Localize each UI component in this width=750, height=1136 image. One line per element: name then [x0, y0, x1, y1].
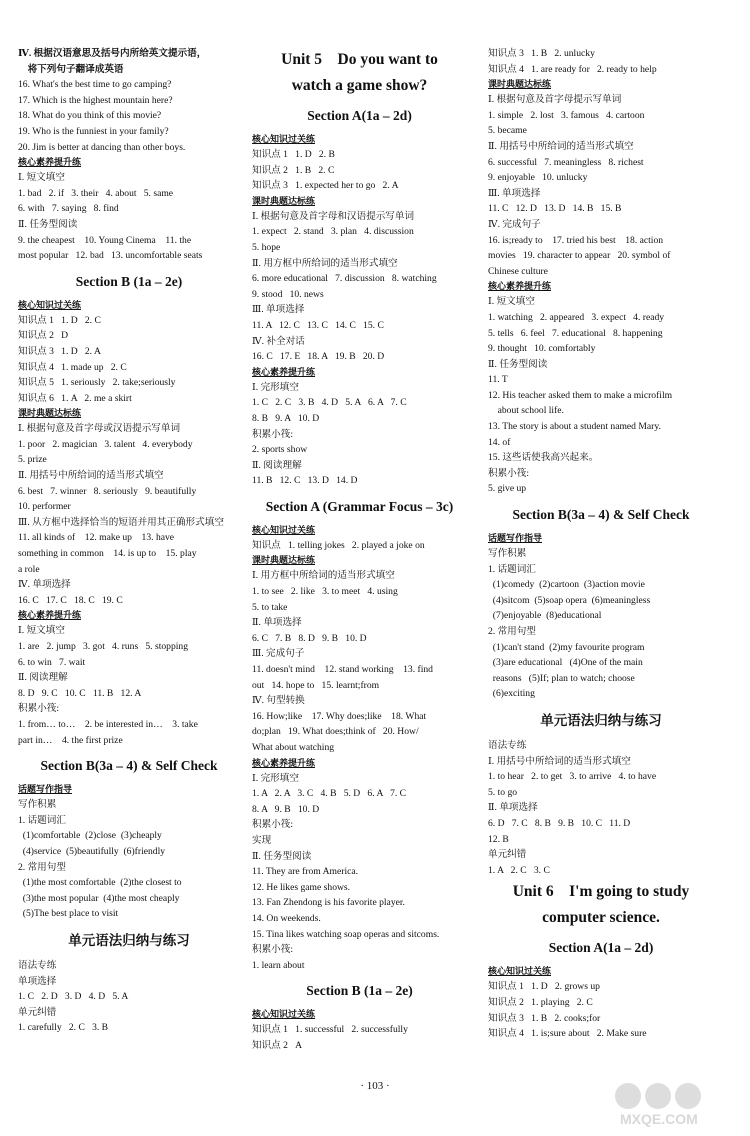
- answer-line: 19. Who is the funniest in your family?: [18, 125, 169, 137]
- subsection-tag: 核心素养提升练: [252, 366, 316, 377]
- answer-line: Ⅰ. 根据句意及首字母或汉语提示写单词: [18, 423, 181, 435]
- answer-line: 知识点 2 1. playing 2. C: [488, 996, 593, 1008]
- answer-line: 13. Fan Zhendong is his favorite player.: [252, 897, 405, 909]
- answer-line: Ⅰ. 用方框中所给词的适当形式填空: [252, 570, 395, 582]
- svg-text:MXQE.COM: MXQE.COM: [620, 1111, 698, 1127]
- answer-line: 单项选择: [18, 975, 57, 987]
- subsection-tag: 核心知识过关练: [488, 966, 552, 977]
- section-heading: Section B(3a – 4) & Self Check: [512, 507, 690, 523]
- unit-title: Unit 5 Do you want to: [281, 51, 438, 68]
- subsection-tag: 核心素养提升练: [252, 757, 316, 768]
- section-heading: Section A(1a – 2d): [548, 940, 654, 956]
- answer-line: Ⅰ. 短文填空: [18, 625, 65, 637]
- answer-line: 知识点 6 1. A 2. me a skirt: [18, 392, 132, 404]
- answer-line: 知识点 1. telling jokes 2. played a joke on: [252, 539, 425, 551]
- answer-line: 15. 这些话使我高兴起来。: [488, 452, 599, 464]
- column-middle: [252, 46, 467, 1054]
- answer-line: 知识点 4 1. are ready for 2. ready to help: [488, 63, 657, 75]
- answer-line: 20. Jim is better at dancing than other boys.: [18, 141, 186, 153]
- answer-line: (4)sitcom (5)soap opera (6)meaningless: [488, 594, 651, 606]
- answer-line: 15. Tina likes watching soap operas and sitcoms.: [252, 928, 440, 940]
- answer-line: 1. 话题词汇: [488, 563, 536, 575]
- answer-line: (4)service (5)beautifully (6)friendly: [18, 845, 166, 857]
- answer-line: Ⅰ. 根据句意及首字母和汉语提示写单词: [252, 210, 415, 222]
- answer-line: 单元纠错: [18, 1006, 57, 1018]
- answer-line: Ⅳ. 句型转换: [252, 695, 305, 707]
- instruction-line: 将下列句子翻译成英语: [18, 63, 124, 75]
- answer-line: 知识点 5 1. seriously 2. take;seriously: [18, 377, 176, 389]
- answer-line: 5. tells 6. feel 7. educational 8. happening: [488, 327, 663, 339]
- answer-line: 1. carefully 2. C 3. B: [18, 1022, 109, 1034]
- answer-line: 语法专练: [488, 739, 527, 751]
- answer-line: Ⅳ. 单项选择: [18, 579, 71, 591]
- section-heading: Section B (1a – 2e): [306, 983, 413, 999]
- answer-line: (5)The best place to visit: [18, 908, 119, 920]
- answer-line: 知识点 3 1. expected her to go 2. A: [252, 180, 399, 192]
- answer-line: 5. hope: [252, 241, 281, 253]
- answer-line: 12. He likes game shows.: [252, 881, 351, 893]
- section-heading: Section A(1a – 2d): [307, 108, 412, 123]
- answer-line: 5. give up: [488, 483, 527, 495]
- answer-line: Ⅱ. 单项选择: [252, 617, 302, 629]
- unit-grammar-heading: 单元语法归纳与练习: [540, 712, 662, 729]
- answer-line: 1. learn about: [252, 959, 305, 971]
- answer-line: 知识点 4 1. made up 2. C: [18, 361, 127, 373]
- subsection-tag: 核心知识过关练: [252, 1009, 316, 1020]
- answer-line: (7)enjoyable (8)educational: [488, 610, 602, 622]
- answer-line: (1)can't stand (2)my favourite program: [488, 641, 645, 653]
- answer-line: (6)exciting: [488, 688, 535, 700]
- answer-line: Ⅱ. 任务型阅读: [252, 850, 312, 862]
- answer-line: 知识点 1 1. D 2. C: [18, 314, 101, 326]
- answer-line: 16. is;ready to 17. tried his best 18. action: [488, 234, 664, 246]
- answer-line: 6. successful 7. meaningless 8. richest: [488, 156, 644, 168]
- subsection-tag: 核心素养提升练: [18, 610, 82, 621]
- answer-line: 9. thought 10. comfortably: [488, 343, 596, 355]
- answer-line: 积累小筏:: [252, 944, 294, 956]
- answer-line: 实现: [252, 834, 272, 846]
- answer-line: 知识点 2 A: [252, 1039, 303, 1051]
- answer-line: 积累小筏:: [252, 428, 294, 440]
- answer-line: reasons (5)If; plan to watch; choose: [488, 672, 635, 684]
- answer-line: 11. all kinds of 12. make up 13. have: [18, 532, 175, 544]
- answer-line: about school life.: [488, 405, 564, 417]
- answer-line: Ⅲ. 单项选择: [252, 304, 305, 316]
- answer-line: Ⅱ. 用方框中所给词的适当形式填空: [252, 257, 398, 269]
- answer-line: a role: [18, 563, 40, 575]
- column-right: [488, 46, 714, 1042]
- subsection-tag: 课时典题达标练: [252, 555, 316, 566]
- answer-line: 积累小筏:: [252, 819, 294, 831]
- answer-line: Ⅰ. 完形填空: [252, 772, 299, 784]
- answer-line: Ⅳ. 补全对话: [252, 335, 305, 347]
- answer-line: 1. watching 2. appeared 3. expect 4. ready: [488, 311, 665, 323]
- subsection-tag: 话题写作指导: [18, 784, 73, 795]
- page-number: · 103 ·: [360, 1080, 390, 1092]
- answer-line: 1. 话题词汇: [18, 814, 66, 826]
- answer-line: 1. expect 2. stand 3. plan 4. discussion: [252, 226, 414, 238]
- subsection-tag: 核心素养提升练: [18, 157, 82, 168]
- answer-line: Ⅲ. 单项选择: [488, 187, 541, 199]
- answer-line: 知识点 4 1. is;sure about 2. Make sure: [488, 1028, 647, 1040]
- answer-line: 2. 常用句型: [488, 626, 536, 637]
- column-left: [18, 46, 240, 1036]
- instruction-line: Ⅳ. 根据汉语意思及括号内所给英文提示语，: [18, 48, 207, 59]
- answer-line: 写作积累: [18, 799, 57, 811]
- section-heading: Section A (Grammar Focus – 3c): [265, 498, 454, 514]
- answer-line: 知识点 3 1. B 2. unlucky: [488, 48, 595, 59]
- unit-title: watch a game show?: [291, 77, 428, 94]
- answer-line: 11. They are from America.: [252, 866, 359, 878]
- answer-line: 2. sports show: [252, 444, 308, 456]
- answer-line: 9. the cheapest 10. Young Cinema 11. the: [18, 234, 192, 246]
- answer-line: 5. became: [488, 125, 527, 137]
- answer-line: (1)comfortable (2)close (3)cheaply: [18, 830, 162, 842]
- answer-line: (3)the most popular (4)the most cheaply: [18, 892, 180, 904]
- subsection-tag: 课时典题达标练: [18, 408, 82, 419]
- answer-line: What about watching: [252, 742, 335, 753]
- answer-line: Ⅱ. 任务型阅读: [18, 218, 78, 230]
- answer-line: 语法专练: [18, 959, 57, 971]
- answer-line: out 14. hope to 15. learnt;from: [252, 679, 380, 691]
- subsection-tag: 课时典题达标练: [252, 195, 316, 206]
- answer-line: Chinese culture: [488, 265, 548, 277]
- answer-line: Ⅱ. 单项选择: [488, 802, 538, 814]
- answer-line: do;plan 19. What does;think of 20. How/: [252, 726, 419, 738]
- subsection-tag: 话题写作指导: [488, 533, 543, 544]
- answer-line: Ⅱ. 用括号中所给词的适当形式填空: [488, 140, 634, 152]
- answer-line: Ⅲ. 从方框中选择恰当的短语并用其正确形式填空: [18, 516, 224, 528]
- answer-line: 积累小筏:: [488, 467, 530, 479]
- answer-line: (1)the most comfortable (2)the closest to: [18, 877, 182, 889]
- answer-line: 16. C 17. C 18. C 19. C: [18, 594, 123, 606]
- answer-line: movies 19. character to appear 20. symbol of: [488, 250, 671, 262]
- answer-line: 知识点 1 1. D 2. B: [252, 149, 335, 160]
- answer-line: 1. poor 2. magician 3. talent 4. everybody: [18, 438, 193, 450]
- answer-line: 14. of: [488, 436, 511, 448]
- answer-line: 8. B 9. A 10. D: [252, 412, 320, 424]
- answer-line: 2. 常用句型: [18, 861, 66, 873]
- unit-title: computer science.: [542, 909, 660, 927]
- answer-line: Ⅱ. 阅读理解: [252, 459, 302, 471]
- unit-title: Unit 6 I'm going to study: [512, 883, 690, 901]
- answer-line: Ⅰ. 根据句意及首字母提示写单词: [488, 94, 622, 106]
- answer-line: 6. best 7. winner 8. seriously 9. beautifully: [18, 485, 197, 497]
- section-heading: Section B(3a – 4) & Self Check: [40, 758, 218, 774]
- answer-line: (1)comedy (2)cartoon (3)action movie: [488, 579, 645, 591]
- answer-line: 9. enjoyable 10. unlucky: [488, 172, 588, 184]
- answer-line: 写作积累: [488, 548, 527, 560]
- answer-line: 11. B 12. C 13. D 14. D: [252, 475, 358, 487]
- answer-line: 9. stood 10. news: [252, 288, 324, 300]
- answer-line: 11. T: [488, 374, 508, 386]
- subsection-tag: 核心素养提升练: [488, 281, 552, 292]
- answer-line: 8. D 9. C 10. C 11. B 12. A: [18, 687, 142, 699]
- answer-line: 18. What do you think of this movie?: [18, 110, 162, 122]
- subsection-tag: 核心知识过关练: [252, 134, 316, 144]
- answer-line: 5. prize: [18, 454, 47, 466]
- answer-line: Ⅰ. 短文填空: [488, 296, 535, 308]
- answer-line: 6. more educational 7. discussion 8. watching: [252, 273, 437, 285]
- answer-line: 知识点 1 1. D 2. grows up: [488, 981, 600, 993]
- answer-line: 单元纠错: [488, 849, 527, 861]
- answer-line: 6. to win 7. wait: [18, 656, 86, 668]
- answer-line: 12. B: [488, 833, 509, 845]
- unit-grammar-heading: 单元语法归纳与练习: [68, 932, 190, 949]
- answer-line: 知识点 2 1. B 2. C: [252, 164, 335, 176]
- answer-line: most popular 12. bad 13. uncomfortable seats: [18, 250, 203, 262]
- answer-line: 1. bad 2. if 3. their 4. about 5. same: [18, 187, 174, 199]
- section-heading: Section B (1a – 2e): [75, 273, 183, 289]
- answer-line: 1. to see 2. like 3. to meet 4. using: [252, 586, 398, 598]
- answer-line: Ⅱ. 任务型阅读: [488, 358, 548, 370]
- answer-line: 10. performer: [18, 501, 71, 513]
- answer-line: 12. His teacher asked them to make a microfilm: [488, 389, 673, 401]
- answer-line: 1. A 2. C 3. C: [488, 864, 550, 876]
- answer-line: 1. C 2. C 3. B 4. D 5. A 6. A 7. C: [252, 397, 407, 409]
- answer-line: 6. D 7. C 8. B 9. B 10. C 11. D: [488, 817, 631, 829]
- answer-line: Ⅳ. 完成句子: [488, 218, 541, 230]
- answer-line: 11. A 12. C 13. C 14. C 15. C: [252, 319, 384, 331]
- subsection-tag: 课时典题达标练: [488, 79, 552, 90]
- answer-line: 知识点 2 D: [18, 330, 69, 342]
- answer-line: 11. C 12. D 13. D 14. B 15. B: [488, 203, 622, 215]
- answer-line: Ⅲ. 完成句子: [252, 648, 305, 660]
- answer-line: 1. A 2. A 3. C 4. B 5. D 6. A 7. C: [252, 788, 407, 800]
- answer-line: 1. from… to… 2. be interested in… 3. take: [18, 718, 198, 730]
- answer-line: 6. with 7. saying 8. find: [18, 203, 119, 215]
- answer-line: 积累小筏:: [18, 703, 60, 715]
- answer-line: Ⅱ. 阅读理解: [18, 672, 68, 684]
- answer-line: 13. The story is about a student named Mary.: [488, 421, 661, 433]
- answer-line: 11. doesn't mind 12. stand working 13. find: [252, 664, 433, 676]
- answer-line: Ⅱ. 用括号中所给词的适当形式填空: [18, 470, 164, 482]
- answer-line: 1. C 2. D 3. D 4. D 5. A: [18, 991, 129, 1003]
- answer-line: 1. are 2. jump 3. got 4. runs 5. stopping: [18, 641, 189, 652]
- answer-line: 16. How;like 17. Why does;like 18. What: [252, 710, 427, 722]
- answer-line: 知识点 3 1. B 2. cooks;for: [488, 1012, 601, 1024]
- answer-line: Ⅰ. 用括号中所给词的适当形式填空: [488, 755, 631, 767]
- answer-line: (3)are educational (4)One of the main: [488, 657, 643, 669]
- answer-line: 5. to go: [488, 786, 518, 798]
- answer-line: Ⅰ. 完形填空: [252, 381, 299, 393]
- subsection-tag: 核心知识过关练: [252, 524, 316, 535]
- answer-line: 16. What's the best time to go camping?: [18, 79, 172, 91]
- answer-line: Ⅰ. 短文填空: [18, 172, 65, 184]
- answer-line: 17. Which is the highest mountain here?: [18, 94, 173, 106]
- answer-line: part in… 4. the first prize: [18, 734, 123, 746]
- answer-line: 1. simple 2. lost 3. famous 4. cartoon: [488, 109, 645, 121]
- answer-line: 16. C 17. E 18. A 19. B 20. D: [252, 351, 385, 363]
- answer-line: 6. C 7. B 8. D 9. B 10. D: [252, 632, 367, 644]
- answer-line: 5. to take: [252, 601, 288, 613]
- watermark-logo: [610, 1080, 740, 1128]
- subsection-tag: 核心知识过关练: [18, 299, 82, 310]
- answer-line: 14. On weekends.: [252, 912, 321, 924]
- answer-line: 知识点 3 1. D 2. A: [18, 345, 101, 357]
- answer-line: 8. A 9. B 10. D: [252, 803, 320, 815]
- answer-line: 知识点 1 1. successful 2. successfully: [252, 1024, 408, 1036]
- answer-line: 1. to hear 2. to get 3. to arrive 4. to have: [488, 771, 657, 783]
- answer-line: something in common 14. is up to 15. play: [18, 548, 197, 560]
